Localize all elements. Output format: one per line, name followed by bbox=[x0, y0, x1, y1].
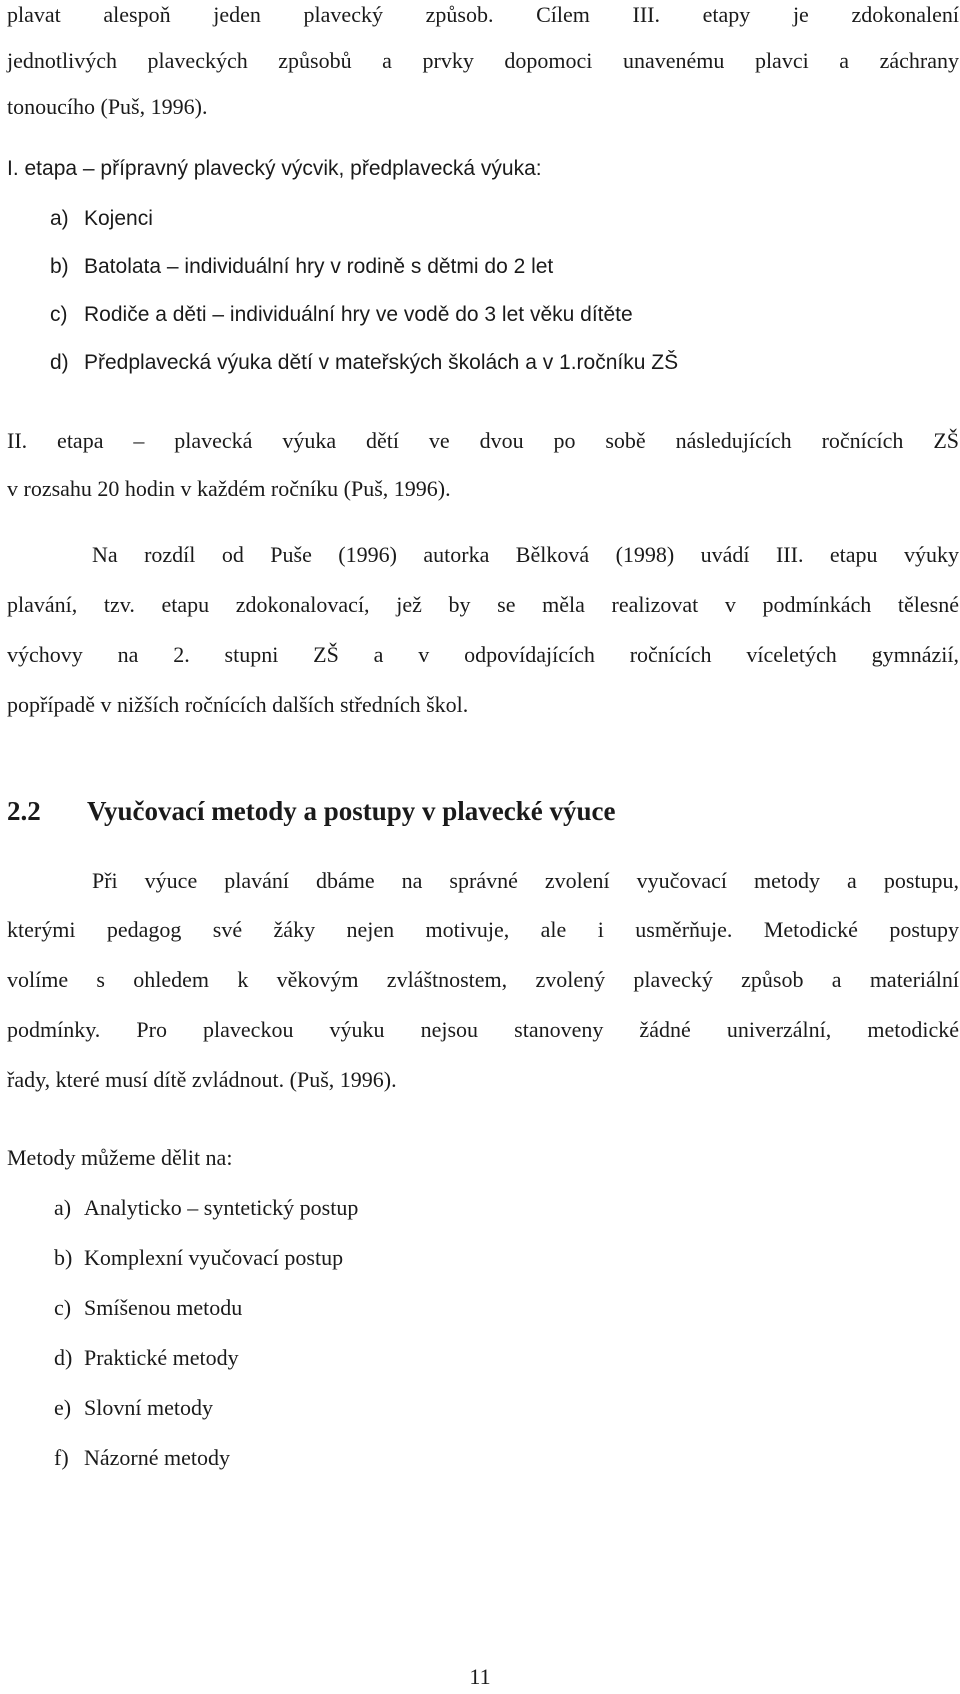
list-item-text: Předplavecká výuka dětí v mateřských školách a v 1.ročníku ZŠ bbox=[84, 351, 679, 374]
list-marker: b) bbox=[54, 1245, 73, 1270]
list-item-text: Slovní metody bbox=[84, 1395, 213, 1420]
list-marker: a) bbox=[54, 1195, 72, 1220]
list-marker: c) bbox=[54, 1295, 72, 1320]
methods-item-a bbox=[54, 1193, 914, 1223]
list-marker: d) bbox=[50, 351, 69, 374]
section-number: 2.2 bbox=[7, 796, 41, 826]
list-marker: f) bbox=[54, 1445, 69, 1470]
paragraph3-line-4: podmínky. Pro plaveckou výuku nejsou stanoveny žádné univerzální, metodické bbox=[7, 1017, 959, 1042]
list-item-text: Kojenci bbox=[84, 207, 153, 230]
paragraph2-line-2: plavání, tzv. etapu zdokonalovací, jež by se měla realizovat v podmínkách tělesné bbox=[7, 592, 959, 617]
list-item-text: Rodiče a děti – individuální hry ve vodě do 3 let věku dítěte bbox=[84, 303, 633, 326]
stage1-item-c bbox=[50, 300, 910, 330]
list-item-text: Názorné metody bbox=[84, 1445, 230, 1470]
paragraph3-line-1: Při výuce plavání dbáme na správné zvolení vyučovací metody a postupu, bbox=[92, 868, 959, 893]
paragraph3-line-3: volíme s ohledem k věkovým zvláštnostem, zvolený plavecký způsob a materiální bbox=[7, 967, 959, 992]
stage1-item-b bbox=[50, 252, 910, 282]
methods-item-c bbox=[54, 1293, 914, 1323]
methods-item-e bbox=[54, 1393, 914, 1423]
stage1-item-d bbox=[50, 348, 910, 378]
stage1-title: I. etapa – přípravný plavecký výcvik, předplavecká výuka: bbox=[7, 157, 542, 180]
list-item-text: Batolata – individuální hry v rodině s dětmi do 2 let bbox=[84, 255, 554, 278]
stage2-line-2: v rozsahu 20 hodin v každém ročníku (Puš, 1996). bbox=[7, 476, 451, 501]
paragraph3-line-2: kterými pedagog své žáky nejen motivuje, ale i usměrňuje. Metodické postupy bbox=[7, 917, 959, 942]
list-marker: e) bbox=[54, 1395, 72, 1420]
paragraph2-line-1: Na rozdíl od Puše (1996) autorka Bělková (1998) uvádí III. etapu výuky bbox=[92, 542, 959, 567]
page-number: 11 bbox=[469, 1664, 491, 1689]
paragraph2-line-3: výchovy na 2. stupni ZŠ a v odpovídajících ročnících víceletých gymnázií, bbox=[7, 642, 959, 667]
stage1-item-a bbox=[50, 204, 910, 234]
methods-item-f bbox=[54, 1443, 914, 1473]
section-heading bbox=[7, 794, 616, 828]
list-item-text: Smíšenou metodu bbox=[84, 1295, 243, 1320]
methods-item-b bbox=[54, 1243, 914, 1273]
stage2-line-1: II. etapa – plavecká výuka dětí ve dvou po sobě následujících ročnících ZŠ bbox=[7, 428, 959, 453]
list-item-text: Praktické metody bbox=[84, 1345, 239, 1370]
list-marker: a) bbox=[50, 207, 69, 230]
list-marker: d) bbox=[54, 1345, 73, 1370]
list-item-text: Analyticko – syntetický postup bbox=[84, 1195, 359, 1220]
paragraph1-line-2: jednotlivých plaveckých způsobů a prvky dopomoci unavenému plavci a záchrany bbox=[7, 48, 959, 73]
paragraph1-line-1: plavat alespoň jeden plavecký způsob. Cílem III. etapy je zdokonalení bbox=[7, 2, 959, 27]
paragraph2-line-4: popřípadě v nižších ročnících dalších středních škol. bbox=[7, 692, 469, 717]
methods-item-d bbox=[54, 1343, 914, 1373]
section-title: Vyučovací metody a postupy v plavecké výuce bbox=[87, 796, 616, 826]
list-item-text: Komplexní vyučovací postup bbox=[84, 1245, 344, 1270]
list-marker: b) bbox=[50, 255, 69, 278]
methods-intro: Metody můžeme dělit na: bbox=[7, 1145, 233, 1170]
list-marker: c) bbox=[50, 303, 68, 326]
paragraph1-line-3: tonoucího (Puš, 1996). bbox=[7, 94, 208, 119]
paragraph3-line-5: řady, které musí dítě zvládnout. (Puš, 1996). bbox=[7, 1067, 397, 1092]
